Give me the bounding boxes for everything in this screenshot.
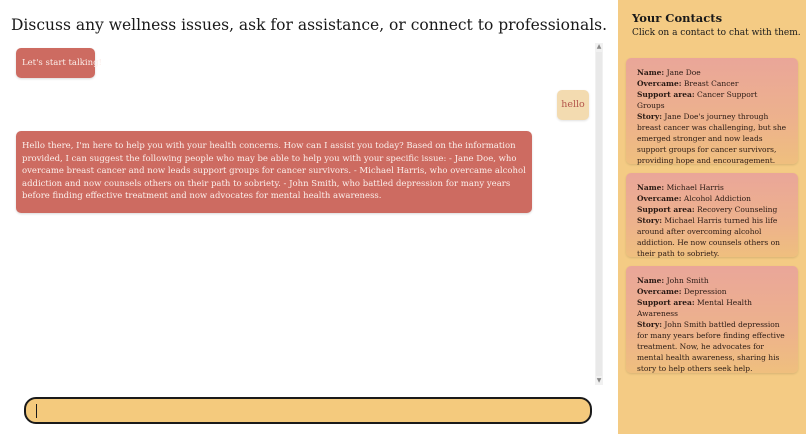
contact-story: Jane Doe's journey through breast cancer was challenging, but she emerged stronger and now leads support groups for cancer survivors, providing hope and encouragement. bbox=[637, 112, 787, 165]
contact-support: Cancer Support Groups bbox=[637, 90, 758, 110]
contact-story: Michael Harris turned his life around after overcoming alcohol addiction. He now counsels others on their path to sobriety. bbox=[637, 216, 780, 258]
scroll-down-icon[interactable]: ▼ bbox=[596, 377, 602, 384]
user-message: hello bbox=[557, 90, 589, 120]
scroll-thumb[interactable] bbox=[596, 52, 602, 376]
message-input[interactable] bbox=[26, 399, 590, 422]
contact-name: John Smith bbox=[666, 276, 709, 285]
contact-name: Jane Doe bbox=[666, 68, 701, 77]
support-label: Support area: bbox=[637, 205, 695, 214]
contacts-sidebar bbox=[618, 0, 806, 434]
text-caret bbox=[36, 404, 37, 418]
overcame-label: Overcame: bbox=[637, 79, 682, 88]
contact-overcame: Depression bbox=[683, 287, 727, 296]
sidebar-title: Your Contacts bbox=[632, 11, 723, 25]
contact-card-john-smith[interactable] bbox=[626, 266, 798, 373]
name-label: Name: bbox=[637, 183, 665, 192]
bot-message-reply: Hello there, I'm here to help you with your health concerns. How can I assist you today? Based on the information provided, I can suggest the following people who may be able to help you with your specific issue: - Jane Doe, who overcame breast cancer and now leads support groups for cancer survivors. - Michael Harris, who overcame alcohol addiction and now counsels others on their path to sobriety. - John Smith, who battled depression for many years before finding effective treatment and now advocates for mental health awareness. bbox=[16, 131, 532, 213]
page-title: Discuss any wellness issues, ask for assistance, or connect to professionals. bbox=[11, 16, 608, 34]
sidebar-subtitle: Click on a contact to chat with them. bbox=[632, 28, 801, 38]
message-input-container[interactable] bbox=[24, 397, 592, 424]
support-label: Support area: bbox=[637, 298, 695, 307]
story-label: Story: bbox=[637, 216, 662, 225]
name-label: Name: bbox=[637, 276, 665, 285]
name-label: Name: bbox=[637, 68, 665, 77]
scroll-up-icon[interactable]: ▲ bbox=[596, 43, 602, 50]
contact-card-michael-harris[interactable] bbox=[626, 173, 798, 257]
bot-message-start: Let's start talking! bbox=[16, 48, 95, 78]
story-label: Story: bbox=[637, 320, 662, 329]
contact-support: Recovery Counseling bbox=[697, 205, 778, 214]
overcame-label: Overcame: bbox=[637, 287, 682, 296]
contact-support: Mental Health Awareness bbox=[637, 298, 752, 318]
chat-scrollbar[interactable] bbox=[595, 43, 603, 385]
contact-overcame: Breast Cancer bbox=[683, 79, 739, 88]
contact-overcame: Alcohol Addiction bbox=[683, 194, 751, 203]
story-label: Story: bbox=[637, 112, 662, 121]
support-label: Support area: bbox=[637, 90, 695, 99]
contact-card-jane-doe[interactable] bbox=[626, 58, 798, 164]
contact-story: John Smith battled depression for many years before finding effective treatment. Now, he advocates for mental health awareness, sharing his story to help others seek help. bbox=[637, 320, 785, 373]
contact-name: Michael Harris bbox=[666, 183, 724, 192]
overcame-label: Overcame: bbox=[637, 194, 682, 203]
